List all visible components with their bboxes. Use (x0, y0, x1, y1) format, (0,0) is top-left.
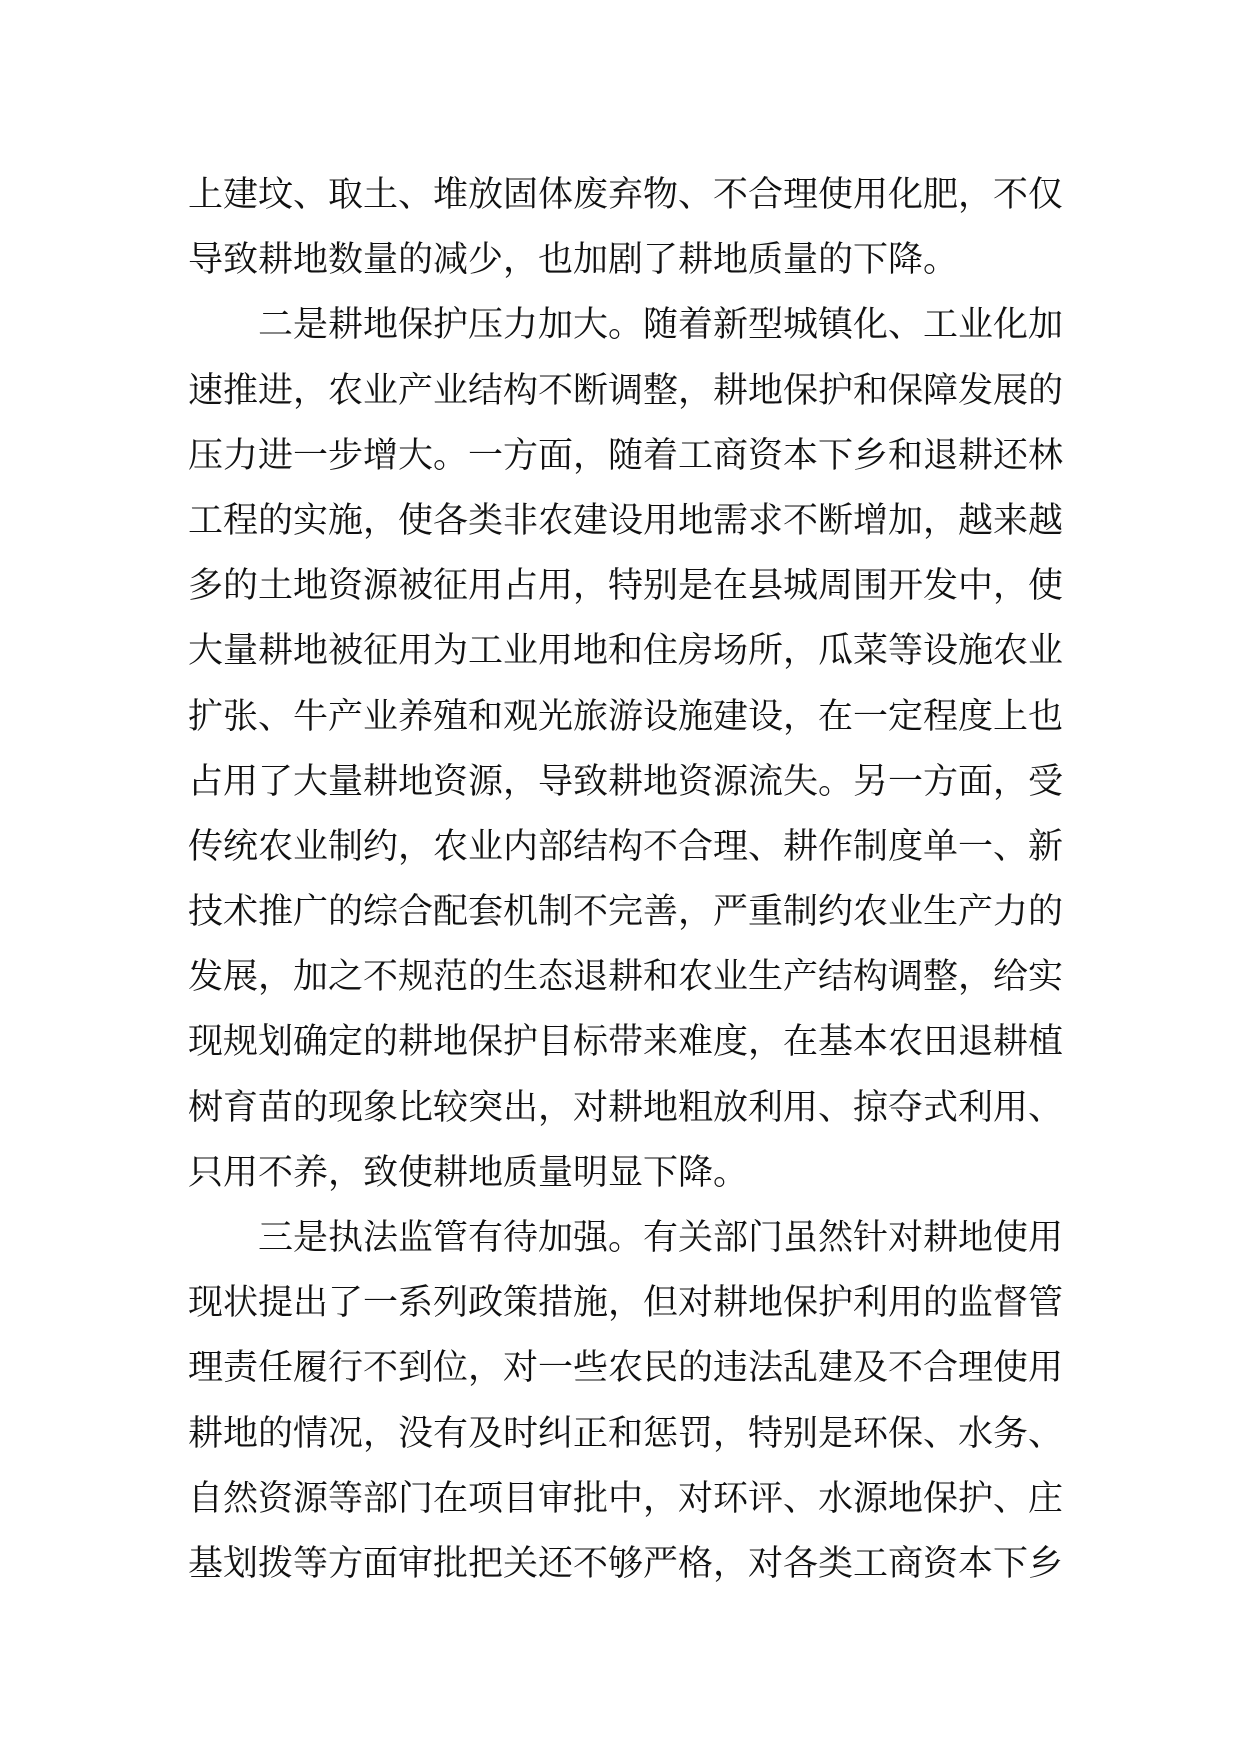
text-line: 现状提出了一系列政策措施，但对耕地保护利用的监督管 (188, 1283, 1064, 1324)
text-line: 只用不养，致使耕地质量明显下降。 (188, 1152, 749, 1193)
text-line: 上建坟、取土、堆放固体废弃物、不合理使用化肥，不仅 (188, 175, 1064, 215)
text-line: 发展，加之不规范的生态退耕和农业生产结构调整，给实 (188, 957, 1064, 998)
paragraph-farmland-pressure (188, 293, 1064, 1206)
text-line: 理责任履行不到位，对一些农民的违法乱建及不合理使用 (188, 1348, 1064, 1389)
text-line: 工程的实施，使各类非农建设用地需求不断增加，越来越 (188, 500, 1064, 541)
text-line: 大量耕地被征用为工业用地和住房场所，瓜菜等设施农业 (188, 631, 1064, 672)
text-line: 耕地的情况，没有及时纠正和惩罚，特别是环保、水务、 (188, 1413, 1064, 1454)
document-body (188, 163, 1064, 1597)
text-line: 速推进，农业产业结构不断调整，耕地保护和保障发展的 (188, 370, 1064, 411)
text-line: 压力进一步增大。一方面，随着工商资本下乡和退耕还林 (188, 435, 1064, 476)
text-line: 现规划确定的耕地保护目标带来难度，在基本农田退耕植 (188, 1022, 1064, 1063)
text-line: 树育苗的现象比较突出，对耕地粗放利用、掠夺式利用、 (188, 1087, 1064, 1128)
paragraph-enforcement (188, 1206, 1064, 1597)
text-line: 占用了大量耕地资源，导致耕地资源流失。另一方面，受 (188, 761, 1064, 802)
text-line: 三是执法监管有待加强。有关部门虽然针对耕地使用 (258, 1218, 1064, 1258)
text-line: 技术推广的综合配套机制不完善，严重制约农业生产力的 (188, 892, 1064, 933)
paragraph-continuation (188, 163, 1064, 293)
text-line: 自然资源等部门在项目审批中，对环评、水源地保护、庄 (188, 1478, 1064, 1519)
text-line: 多的土地资源被征用占用，特别是在县城周围开发中，使 (188, 566, 1064, 607)
text-line: 导致耕地数量的减少，也加剧了耕地质量的下降。 (188, 240, 959, 281)
text-line: 扩张、牛产业养殖和观光旅游设施建设，在一定程度上也 (188, 696, 1064, 737)
text-line: 传统农业制约，农业内部结构不合理、耕作制度单一、新 (188, 826, 1064, 867)
text-line: 基划拨等方面审批把关还不够严格，对各类工商资本下乡 (188, 1543, 1064, 1584)
text-line: 二是耕地保护压力加大。随着新型城镇化、工业化加 (258, 305, 1064, 346)
